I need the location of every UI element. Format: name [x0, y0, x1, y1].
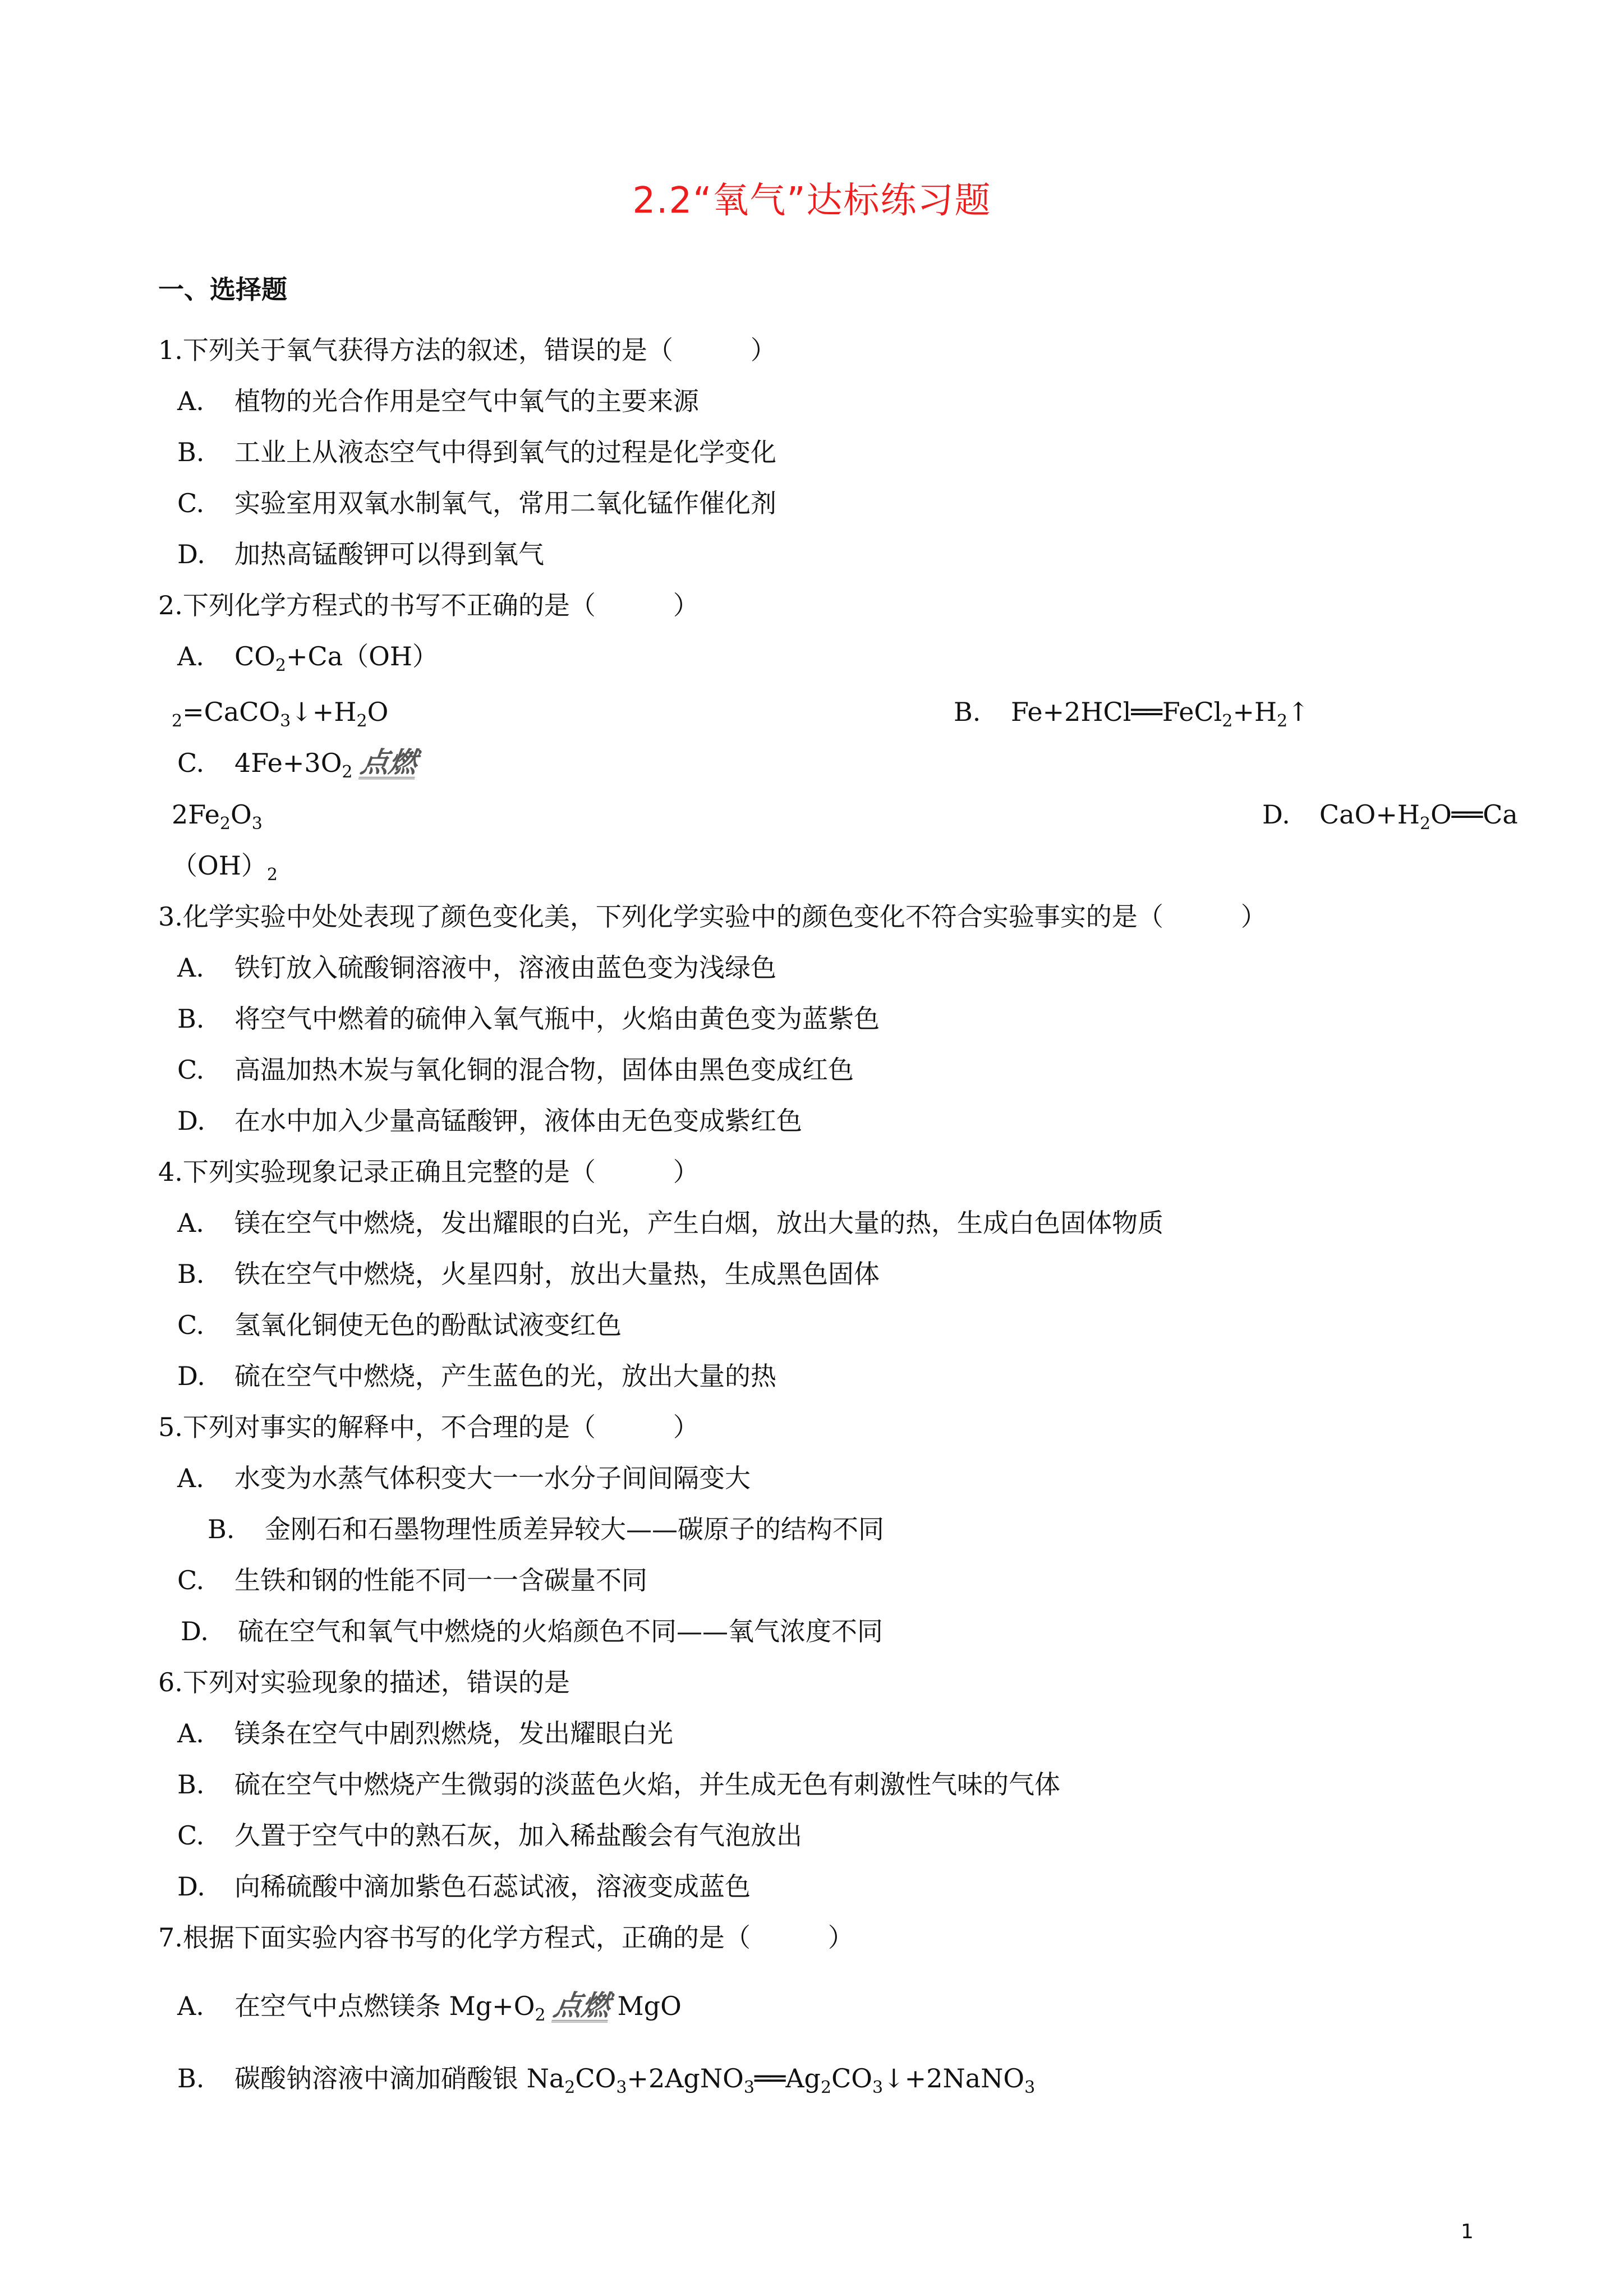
question-1-option-b: B. 工业上从液态空气中得到氧气的过程是化学变化	[177, 437, 776, 467]
question-2-stem: 2.下列化学方程式的书写不正确的是（ ）	[158, 590, 699, 620]
question-4-option-d: D. 硫在空气中燃烧，产生蓝色的光，放出大量的热	[177, 1361, 776, 1391]
question-7-option-a: A. 在空气中点燃镁条 $Mg+O_2$ 点燃 MgO	[177, 1989, 682, 2026]
section-heading: 一、选择题	[158, 274, 287, 305]
question-4-option-c: C. 氢氧化铜使无色的酚酞试液变红色	[177, 1310, 622, 1340]
question-6-option-d: D. 向稀硫酸中滴加紫色石蕊试液，溶液变成蓝色	[177, 1871, 751, 1902]
ignite-condition-stamp: 点燃	[358, 746, 419, 779]
question-4-option-b: B. 铁在空气中燃烧，火星四射，放出大量热，生成黑色固体	[177, 1259, 880, 1289]
question-6-stem: 6.下列对实验现象的描述，错误的是	[158, 1667, 570, 1697]
question-1-stem: 1.下列关于氧气获得方法的叙述，错误的是（ ）	[158, 335, 776, 365]
question-6-option-b: B. 硫在空气中燃烧产生微弱的淡蓝色火焰，并生成无色有刺激性气味的气体	[177, 1769, 1060, 1800]
question-2-option-d-continued: $(OH)_2$	[172, 850, 278, 885]
question-3-option-d: D. 在水中加入少量高锰酸钾，液体由无色变成紫红色	[177, 1106, 802, 1136]
question-3-stem: 3.化学实验中处处表现了颜色变化美，下列化学实验中的颜色变化不符合实验事实的是（ ）	[158, 901, 1267, 932]
question-5-stem: 5.下列对事实的解释中，不合理的是（ ）	[158, 1412, 699, 1442]
ignite-condition-stamp: 点燃	[551, 1989, 612, 2022]
question-2-option-a-continued: $_2=CaCO_3↓+H_2O$	[172, 697, 389, 731]
question-3-option-a: A. 铁钉放入硫酸铜溶液中，溶液由蓝色变为浅绿色	[177, 953, 776, 983]
question-2-option-c: C. $4Fe+3O_2$ 点燃	[177, 746, 419, 783]
question-5-option-b: B. 金刚石和石墨物理性质差异较大——碳原子的结构不同	[208, 1514, 884, 1544]
question-6-option-c: C. 久置于空气中的熟石灰，加入稀盐酸会有气泡放出	[177, 1820, 802, 1851]
question-2-option-b: B. $Fe+2HCl══FeCl_2+H_2↑$	[954, 697, 1309, 731]
page-number: 1	[1461, 2220, 1474, 2243]
question-4-option-a: A. 镁在空气中燃烧，发出耀眼的白光，产生白烟，放出大量的热，生成白色固体物质	[177, 1208, 1163, 1238]
question-1-option-c: C. 实验室用双氧水制氧气，常用二氧化锰作催化剂	[177, 488, 776, 518]
question-3-option-c: C. 高温加热木炭与氧化铜的混合物，固体由黑色变成红色	[177, 1055, 854, 1085]
question-6-option-a: A. 镁条在空气中剧烈燃烧，发出耀眼白光	[177, 1718, 673, 1749]
question-1-option-a: A. 植物的光合作用是空气中氧气的主要来源	[177, 386, 699, 416]
question-5-option-c: C. 生铁和钢的性能不同一一含碳量不同	[177, 1565, 647, 1595]
question-2-option-d: D. $CaO+H_2O══Ca$	[1262, 799, 1518, 834]
question-2-option-a: A. $CO_2+Ca(OH)$	[177, 641, 439, 676]
question-7-stem: 7.根据下面实验内容书写的化学方程式，正确的是（ ）	[158, 1922, 854, 1953]
question-2-option-c-continued: $2Fe_2O_3$	[172, 799, 263, 834]
question-3-option-b: B. 将空气中燃着的硫伸入氧气瓶中，火焰由黄色变为蓝紫色	[177, 1004, 880, 1034]
page-title: 2.2“氧气”达标练习题	[632, 180, 992, 222]
question-1-option-d: D. 加热高锰酸钾可以得到氧气	[177, 539, 544, 569]
question-5-option-d: D. 硫在空气和氧气中燃烧的火焰颜色不同——氧气浓度不同	[181, 1616, 883, 1646]
question-5-option-a: A. 水变为水蒸气体积变大一一水分子间间隔变大	[177, 1463, 751, 1493]
question-7-option-b: B. 碳酸钠溶液中滴加硝酸银 $Na_2CO_3+2AgNO_3══Ag_2CO_3↓+2NaNO_3$	[177, 2063, 1036, 2098]
question-4-stem: 4.下列实验现象记录正确且完整的是（ ）	[158, 1157, 699, 1187]
